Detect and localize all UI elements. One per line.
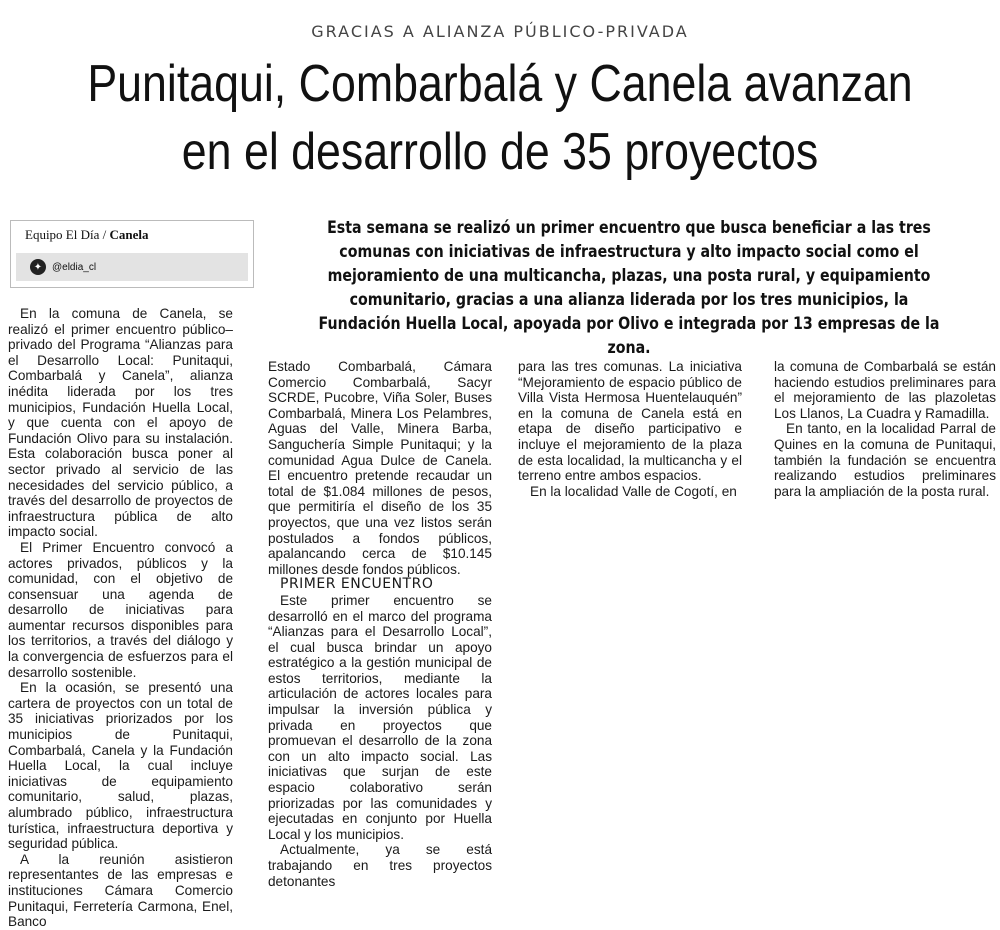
byline-location: Canela: [109, 227, 149, 242]
byline-social-row: [16, 253, 248, 281]
article-column-3: [518, 359, 742, 499]
headline-line-1: Punitaqui, Combarbalá y Canela avanzan: [87, 55, 913, 113]
body-paragraph: Estado Combarbalá, Cámara Comercio Combarbalá, Sacyr SCRDE, Pucobre, Viña Soler, Buses Combarbalá, Minera Los Pelambres, Aguas del Valle, Minera Barba, Sanguchería Simple Punitaqui; y la comunidad Agua Dulce de Canela. El encuentro pretende recaudar un total de $1.084 millones de pesos, que permitiría el diseño de los 35 proyectos, que una vez listos serán postulados a fondos públicos, apalancando cerca de $10.145 millones desde fondos públicos.: [268, 359, 492, 577]
headline-line-2: en el desarrollo de 35 proyectos: [181, 123, 819, 181]
body-paragraph: Este primer encuentro se desarrolló en el marco del programa “Alianzas para el Desarrollo Local”, el cual busca brindar un apoyo estratégico a la gestión municipal de estos territorios, mediante la articulación de actores locales para impulsar la inversión pública y privada en proyectos que promuevan el desarrollo de la zona con un alto impacto social. Las iniciativas que surjan de este espacio colaborativo serán priorizadas por las comunidades y ejecutadas en conjunto por Huella Local y los municipios.: [268, 592, 492, 842]
body-paragraph: para las tres comunas. La iniciativa “Mejoramiento de espacio público de Villa Vista Hermosa Huentelauquén” en la comuna de Canela está en etapa de diseño participativo e incluye el mejoramiento de la plaza de esta localidad, la multicancha y el terreno entre ambos espacios.: [518, 359, 742, 484]
body-paragraph: Actualmente, ya se está trabajando en tres proyectos detonantes: [268, 842, 492, 889]
article-column-1: [8, 306, 233, 930]
body-paragraph: En la ocasión, se presentó una cartera de proyectos con un total de 35 iniciativas priorizados por los municipios de Punitaqui, Combarbalá, Canela y la Fundación Huella Local, la cual incluye iniciativas de equipamiento comunitario, salud, plazas, alumbrado público, infraestructura turística, infraestructura deportiva y seguridad pública.: [8, 680, 233, 852]
body-paragraph: En la localidad Valle de Cogotí, en: [530, 483, 737, 499]
article-headline: [70, 50, 930, 186]
article-column-2: [268, 359, 492, 889]
body-paragraph: El Primer Encuentro convocó a actores privados, públicos y la comunidad, con el objetivo de consensuar una agenda de desarrollo de iniciativas para aumentar recursos disponibles para los territorios, a través del diálogo y la convergencia de esfuerzos para el desarrollo sostenible.: [8, 539, 233, 680]
body-paragraph: la comuna de Combarbalá se están haciendo estudios preliminares para el mejoramiento de las plazoletas Los Llanos, La Cuadra y Ramadilla.: [774, 359, 996, 421]
byline-author: Equipo El Día /: [25, 227, 107, 242]
body-paragraph: En tanto, en la localidad Parral de Quines en la comuna de Punitaqui, también la fundación se encuentra realizando estudios preliminares para la ampliación de la posta rural.: [774, 421, 996, 499]
body-paragraph: En la comuna de Canela, se realizó el primer encuentro público–privado del Programa “Alianzas para el Desarrollo Local: Punitaqui, Combarbalá y Canela”, alianza inédita liderada por los tres municipios, Fundación Huella Local, y que cuenta con el apoyo de Fundación Olivo para su instalación. Esta colaboración busca poner al sector privado al servicio de las necesidades del servicio público, a través del desarrollo de proyectos de infraestructura pública de alto impacto social.: [8, 306, 233, 540]
body-paragraph: A la reunión asistieron representantes de las empresas e instituciones Cámara Comercio Punitaqui, Ferretería Carmona, Enel, Banco: [8, 851, 233, 930]
byline-box: [10, 220, 254, 288]
byline-author-row: [11, 221, 253, 249]
twitter-handle[interactable]: @eldia_cl: [52, 261, 97, 273]
article-lead: Esta semana se realizó un primer encuentro que busca beneficiar a las tres comunas con iniciativas de infraestructura y alto impacto social como el mejoramiento de una multicancha, plazas, una posta rural, y equipamiento comunitario, gracias a una alianza liderada por los tres municipios, la Fundación Huella Local, apoyada por Olivo e integrada por 13 empresas de la zona.: [318, 218, 940, 357]
article-kicker: GRACIAS A ALIANZA PÚBLICO-PRIVADA: [311, 22, 689, 41]
article-column-4: [774, 359, 996, 499]
section-subhead: PRIMER ENCUENTRO: [280, 576, 434, 593]
twitter-icon: ✦: [30, 259, 46, 275]
